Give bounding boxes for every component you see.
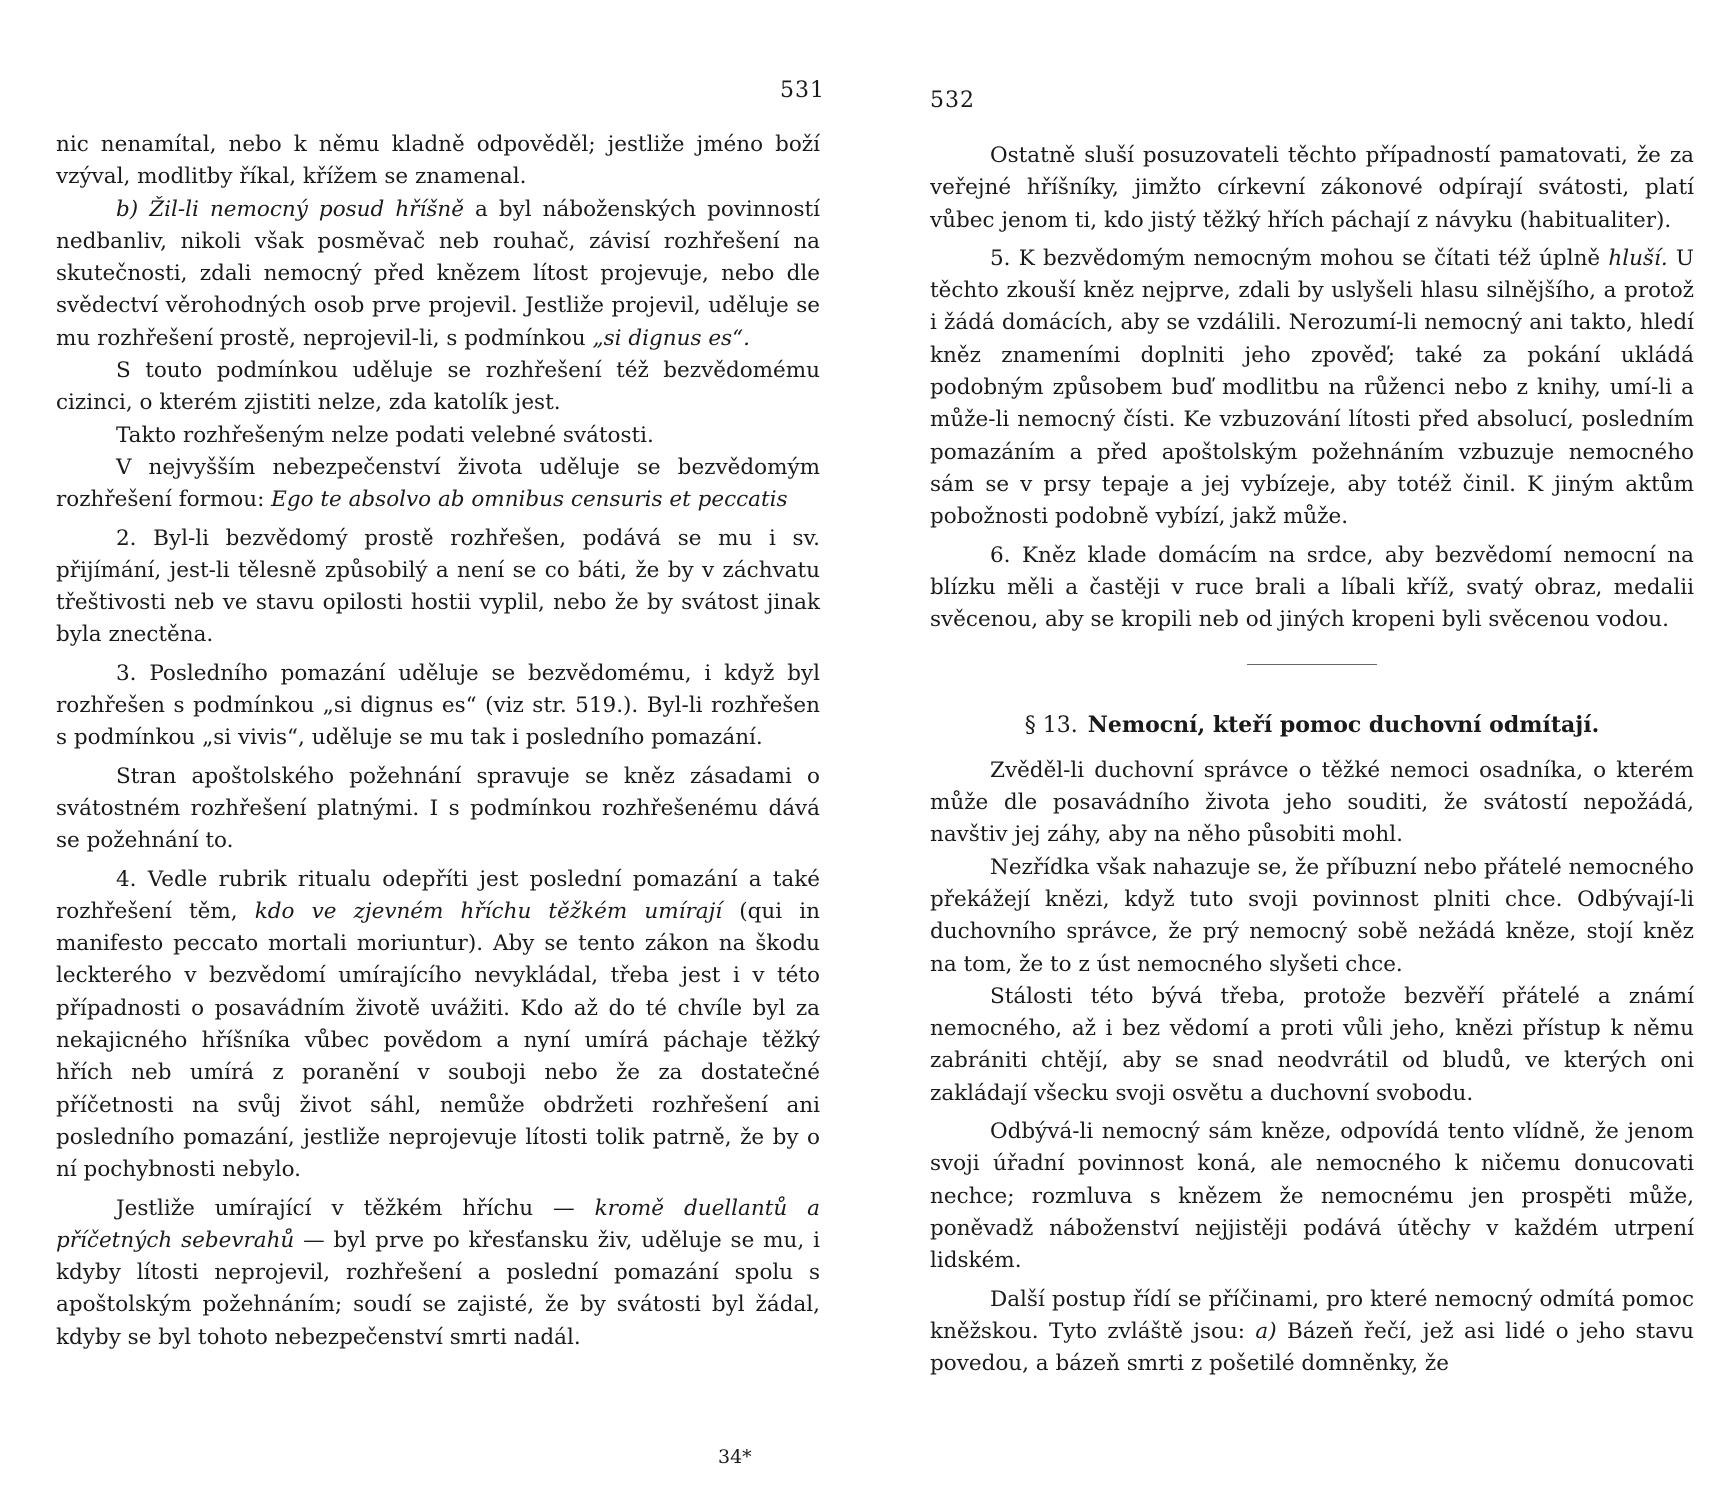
italic-run: „si dignus es“. bbox=[592, 325, 750, 351]
paragraph bbox=[56, 864, 820, 1187]
right-page bbox=[866, 0, 1732, 1500]
text-run: U těchto zkouší kněz nejprve, zdali by uslyšeli hlasu silnějšího, a protož i žádá domácích, aby se vzdálili. Nerozumí-li nemocný ani takto, hledí kněz znameními doplniti jeho zpověď; také za pokání ukládá podobným způsobem buď modlitbu na růženci nebo z knihy, umí-li a může-li nemocný čísti. Ke vzbuzování lítosti před absolucí, posledním pomazáním a před apoštolským požehnáním vzbuzuje nemocného sám se v prsy tepaje a jej vybízeje, aby totéž činil. K jiným aktům pobožnosti podobně vybízí, jakž může. bbox=[930, 245, 1694, 530]
section-heading bbox=[930, 709, 1694, 742]
paragraph: Stran apoštolského požehnání spravuje se kněz zásadami o svátostném rozhřešení platnými. I s podmínkou rozhřešenému dává se požehnání to. bbox=[56, 763, 820, 854]
text-run: Jestliže umírající v těžkém hříchu — bbox=[116, 1195, 595, 1221]
text-run: — byl prve po křesťansku živ, uděluje se mu, i kdyby lítosti neprojevil, rozhřešení a poslední pomazání spolu s apoštolským požehnáním; soudí se zajisté, že by svátosti byl žádal, kdyby se byl tohoto nebezpečenství smrti nadál. bbox=[56, 1227, 820, 1350]
text-run: Další postup řídí se příčinami, pro které nemocný odmítá pomoc kněžskou. Tyto zvláště jsou: bbox=[930, 1286, 1694, 1344]
section-divider bbox=[1247, 664, 1377, 665]
italic-run: kdo ve zjevném hříchu těžkém umírají bbox=[254, 898, 723, 924]
paragraph: Stálosti této bývá třeba, protože bezvěří přátelé a známí nemocného, až i bez vědomí a proti vůli jeho, knězi přístup k němu zabrániti chtějí, aby se snad neodvrátil od bludů, ve kterých oni zakládají všecku svoji osvětu a duchovní svobodu. bbox=[930, 983, 1694, 1106]
paragraph: 3. Posledního pomazání uděluje se bezvědomému, i když byl rozhřešen s podmínkou „si dignus es“ (viz str. 519.). Byl-li rozhřešen s podmínkou „si vivis“, uděluje se mu tak i posledního pomazání. bbox=[56, 660, 820, 751]
paragraph: Ostatně sluší posuzovateli těchto případností pamatovati, že za veřejné hříšníky, jimžto církevní zákonové odpírají svátosti, platí vůbec jenom ti, kdo jistý těžký hřích páchají z návyku (habitualiter). bbox=[930, 143, 1694, 233]
italic-run: hluší. bbox=[1608, 245, 1668, 271]
italic-run: b) Žil-li nemocný posud hříšně bbox=[116, 196, 464, 222]
italic-run: a) bbox=[1255, 1318, 1277, 1344]
page-number: 531 bbox=[780, 78, 825, 103]
paragraph: Odbývá-li nemocný sám kněze, odpovídá tento vlídně, že jenom svoji úřadní povinnost koná, ale nemocného k ničemu donucovati nechce; rozmluva s knězem že nemocnému jen prospěti může, poněvadž náboženství nejjistěji podává útěchy v každém utrpení lidském. bbox=[930, 1119, 1694, 1274]
paragraph: 6. Kněz klade domácím na srdce, aby bezvědomí nemocní na blízku měli a častěji v ruce brali a líbali kříž, svatý obraz, medalii svěcenou, aby se kropili neb od jiných kropeni byli svěcenou vodou. bbox=[930, 542, 1694, 633]
paragraph: Zvěděl-li duchovní správce o těžké nemoci osadníka, o kterém může dle posavádního života jeho souditi, že svátostí nepožádá, navštiv jej záhy, aby na něho působiti mohl. bbox=[930, 757, 1694, 848]
paragraph: nic nenamítal, nebo k němu kladně odpověděl; jestliže jméno boží vzýval, modlitby říkal, křížem se znamenal. bbox=[56, 132, 820, 190]
paragraph: Takto rozhřešeným nelze podati velebné svátosti. bbox=[116, 422, 654, 448]
text-run: Bázeň řečí, jež asi lidé o jeho stavu povedou, a bázeň smrti z pošetilé domněnky, že bbox=[930, 1318, 1694, 1377]
text-run: V nejvyšším nebezpečenství života uděluje se bezvědomým rozhřešení formou: bbox=[56, 454, 820, 513]
section-title: Nemocní, kteří pomoc duchovní odmítají. bbox=[1087, 712, 1600, 739]
paragraph: S touto podmínkou uděluje se rozhřešení též bezvědomému cizinci, o kterém zjistiti nelze, zda katolík jest. bbox=[56, 358, 820, 416]
text-run: (qui in manifesto peccato mortali moriuntur). Aby se tento zákon na škodu leckterého v bezvědomí umírajícího nevykládal, třeba jest i v této případnosti o posavádním životě uvážiti. Kdo až do té chvíle byl za nekajicného hříšníka vůbec povědom a nyní umírá páchaje těžký hřích neb umírá z poranění v souboji nebo že za dostatečné příčetnosti na svůj život sáhl, nemůže obdržeti rozhřešení ani posledního pomazání, jestliže neprojevuje lítosti tolik patrně, že by o ní pochybnosti nebylo. bbox=[56, 898, 820, 1183]
page-text bbox=[56, 129, 820, 1354]
page-number: 532 bbox=[930, 88, 975, 113]
text-run: 4. Vedle rubrik ritualu odepříti jest poslední pomazání a také rozhřešení těm, bbox=[56, 866, 820, 924]
paragraph: Nezřídka však nahazuje se, že příbuzní nebo přátelé nemocného překážejí knězi, když tuto svoji povinnost plniti chce. Odbývají-li duchovního správce, že prý nemocný sobě nežádá kněze, stojí kněz na tom, že to z úst nemocného slyšeti chce. bbox=[930, 854, 1694, 977]
italic-run: Ego te absolvo ab omnibus censuris et peccatis bbox=[271, 487, 788, 513]
italic-run: kromě duellantů a příčetných sebevrahů bbox=[56, 1195, 820, 1253]
paragraph: 2. Byl-li bezvědomý prostě rozhřešen, podává se mu i sv. přijímání, jest-li tělesně způsobilý a není se co báti, že by v záchvatu třeštivosti neb ve stavu opilosti hostii vyplil, nebo že by svátost jinak byla znectěna. bbox=[56, 525, 820, 648]
text-run: 5. K bezvědomým nemocným mohou se čítati též úplně bbox=[990, 245, 1609, 271]
paragraph bbox=[930, 243, 1694, 534]
signature-mark: 34* bbox=[718, 1446, 752, 1468]
section-mark: § 13. bbox=[1024, 713, 1078, 739]
page-text bbox=[930, 140, 1694, 1380]
text-run: a byl náboženských povinností nedbanliv, nikoli však posměvač neb rouhač, závisí rozhřešení na skutečnosti, zdali nemocný před knězem lítost projevuje, nebo dle svědectví věrohodných osob prve projevil. Jestliže projevil, uděluje se mu rozhřešení prostě, neprojevil-li, s podmínkou bbox=[56, 196, 820, 351]
paragraph bbox=[56, 452, 820, 517]
paragraph bbox=[930, 1284, 1694, 1381]
paragraph bbox=[56, 1193, 820, 1354]
paragraph bbox=[56, 194, 820, 355]
